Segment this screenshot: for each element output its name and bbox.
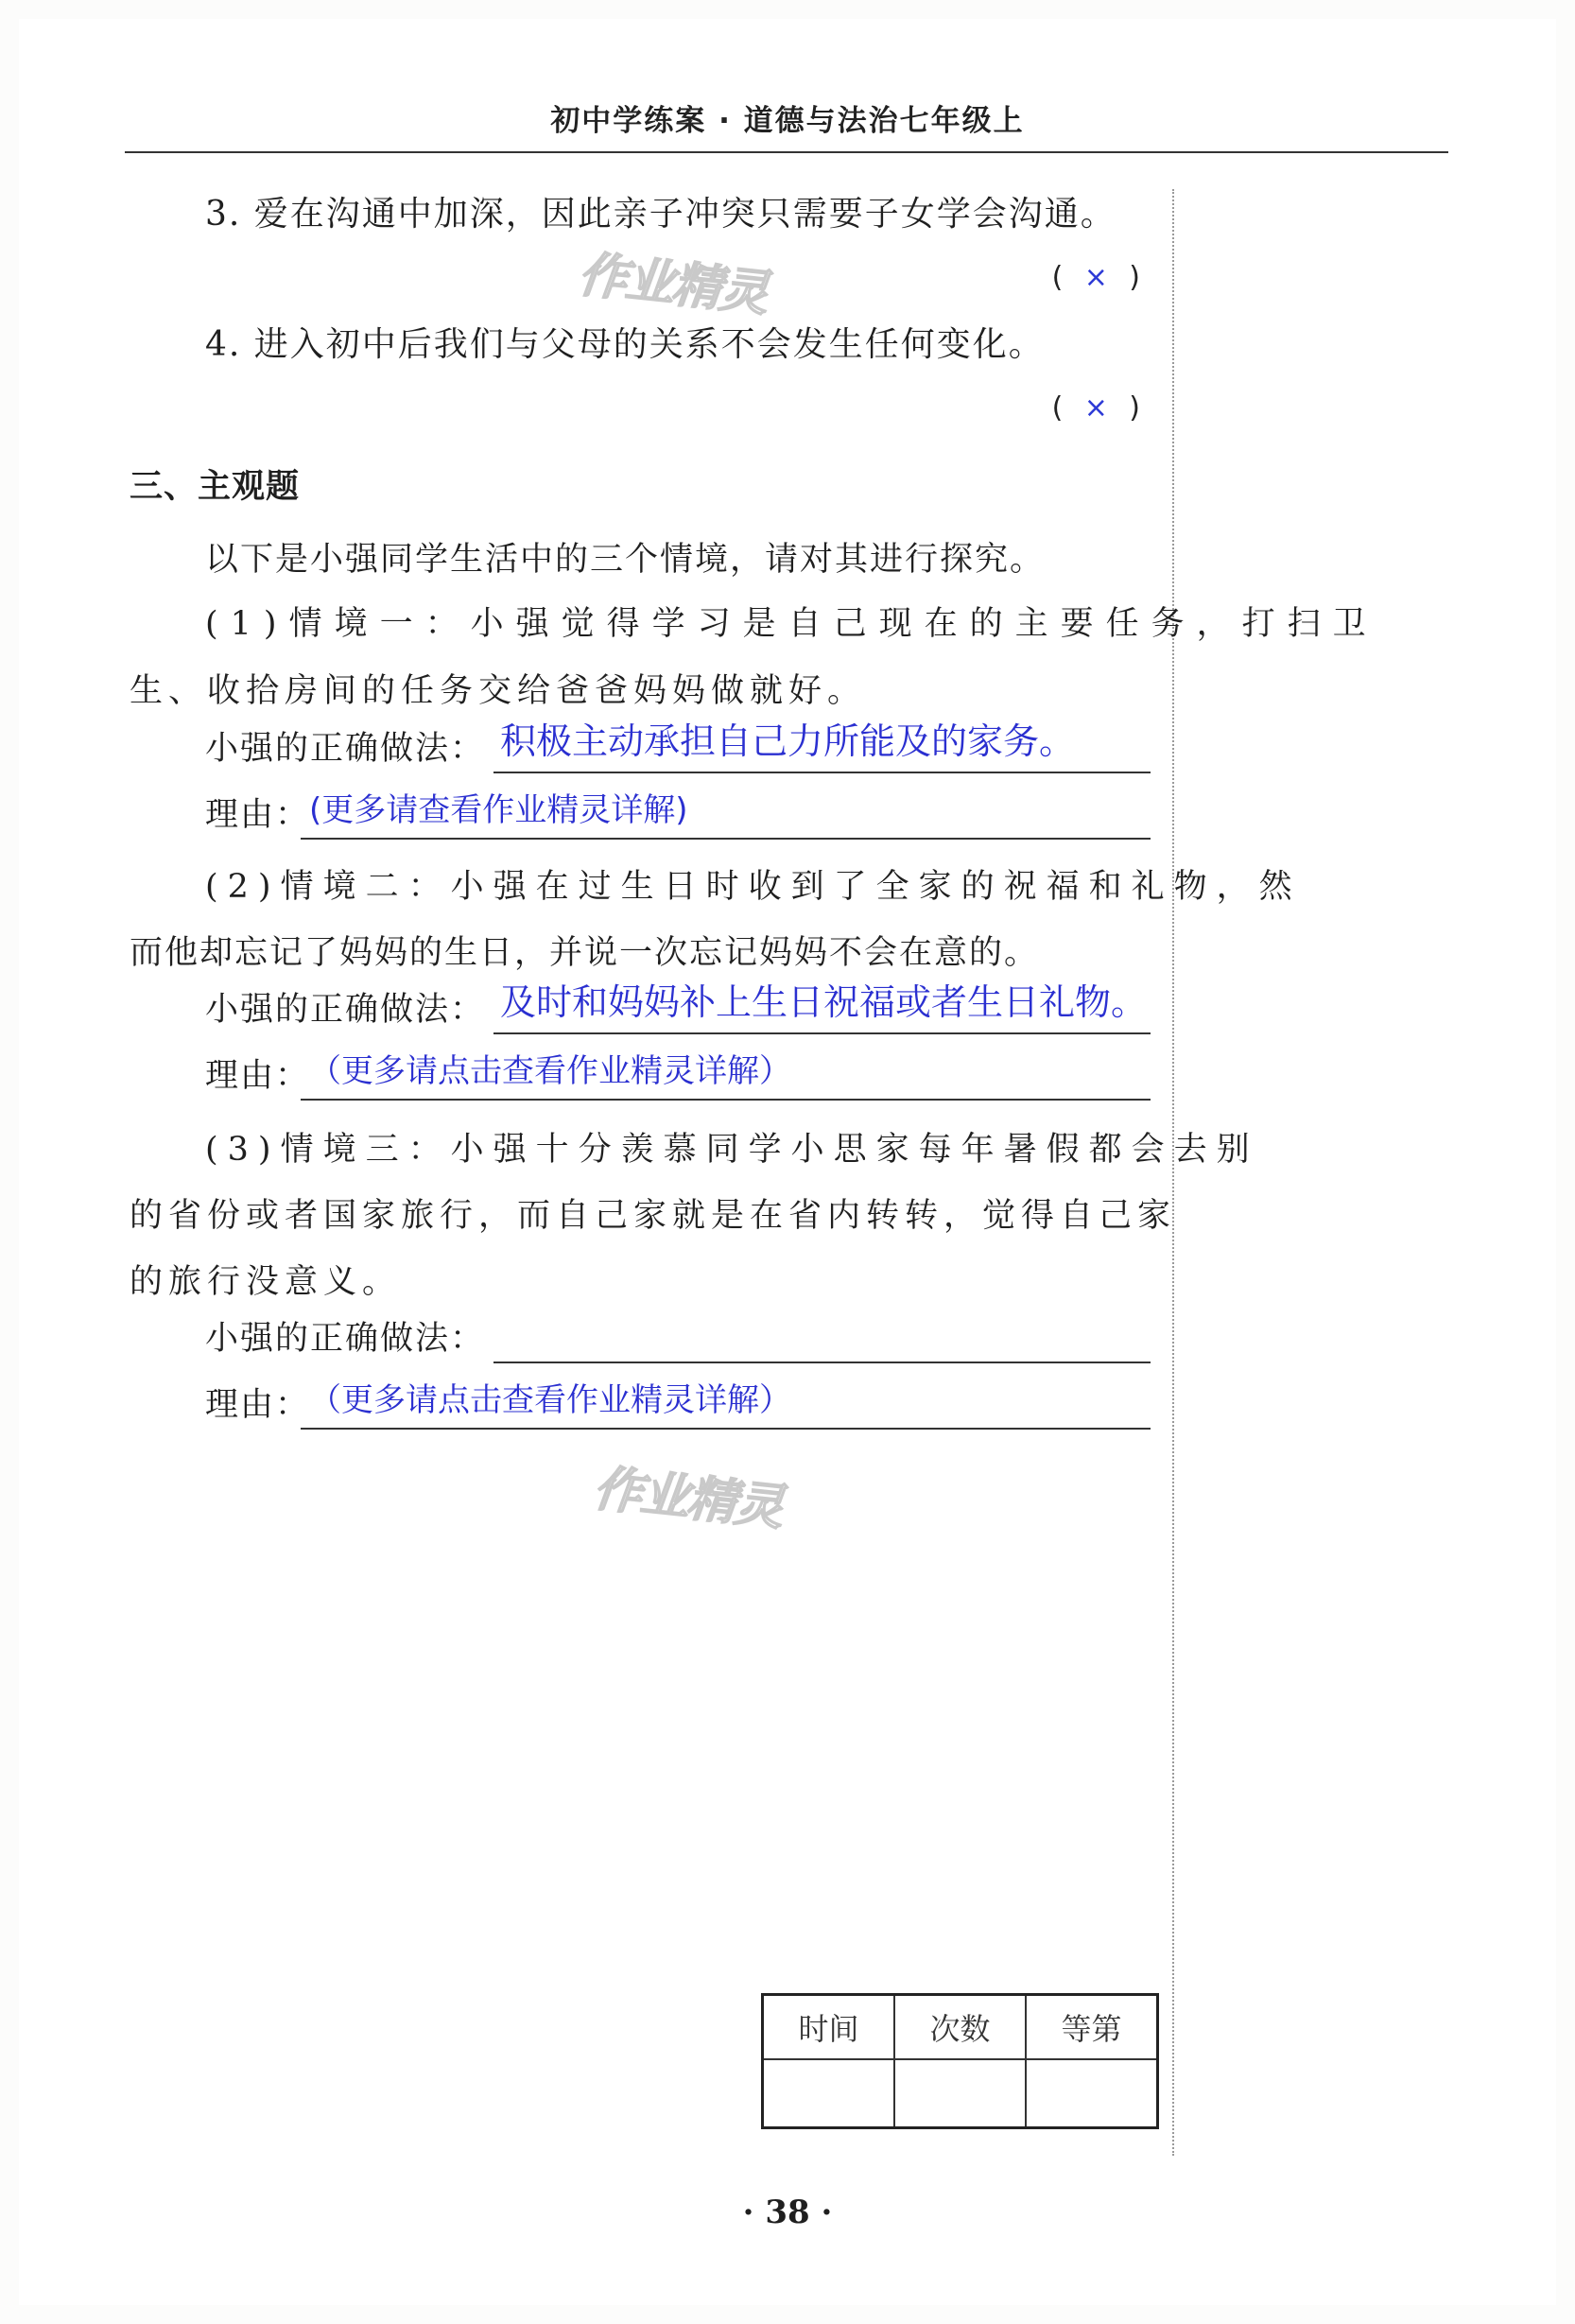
bracket-open: ( [1051, 261, 1064, 294]
judgment-mark-4 [1052, 391, 1140, 425]
situation-3-line-3: 的旅行没意义。 [130, 1263, 402, 1301]
table-header-grade: 等第 [1026, 1995, 1158, 2060]
section-intro: 以下是小强同学生活中的三个情境，请对其进行探究。 [205, 541, 1046, 579]
record-table [761, 1993, 1159, 2129]
situation-2-line-1: (2)情境二：小强在过生日时收到了全家的祝福和礼物，然 [205, 868, 1302, 906]
practice-answer: 积极主动承担自己力所能及的家务。 [500, 720, 1076, 762]
section-title: 三、主观题 [130, 468, 301, 506]
situation-3-line-2: 的省份或者国家旅行，而自己家就是在省内转转，觉得自己家 [130, 1197, 1177, 1235]
header-rule [125, 151, 1448, 153]
reason-answer: （更多请点击查看作业精灵详解） [309, 1052, 791, 1090]
answer-line [493, 1361, 1151, 1363]
table-header-time: 时间 [763, 1995, 895, 2060]
reason-label: 理由： [205, 1057, 311, 1095]
reason-answer: (更多请查看作业精灵详解) [309, 791, 688, 829]
reason-label: 理由： [205, 1386, 311, 1424]
judgment-item-3: 3. 爱在沟通中加深，因此亲子冲突只需要子女学会沟通。 [205, 195, 1116, 234]
judgment-mark-3 [1052, 261, 1140, 294]
watermark-logo: 作业精灵 [590, 1460, 786, 1537]
practice-label: 小强的正确做法： [205, 991, 486, 1029]
table-header-count: 次数 [894, 1995, 1026, 2060]
reason-label: 理由： [205, 796, 311, 834]
answer-line [301, 1428, 1151, 1430]
page-number: · 38 · [742, 2194, 833, 2231]
answer-line [301, 1099, 1151, 1101]
header-title: 初中学练案 · 道德与法治七年级上 [550, 104, 1025, 138]
table-row [763, 2059, 1158, 2128]
practice-label: 小强的正确做法： [205, 730, 486, 768]
answer-line [493, 1032, 1151, 1034]
situation-2-practice [205, 981, 1151, 1034]
situation-2-reason [205, 1051, 1151, 1101]
situation-1-practice [205, 720, 1151, 773]
cross-mark: × [1083, 391, 1108, 425]
bracket-close: ) [1129, 261, 1140, 294]
situation-2-line-2: 而他却忘记了妈妈的生日，并说一次忘记妈妈不会在意的。 [130, 934, 1040, 972]
situation-1-line-2: 生、收拾房间的任务交给爸爸妈妈做就好。 [130, 672, 867, 710]
answer-line [301, 838, 1151, 840]
judgment-item-4: 4. 进入初中后我们与父母的关系不会发生任何变化。 [205, 325, 1045, 364]
table-cell-grade [1026, 2059, 1158, 2128]
table-header-row [763, 1995, 1158, 2060]
situation-3-line-1: (3)情境三：小强十分羡慕同学小思家每年暑假都会去别 [205, 1131, 1259, 1169]
bracket-open: ( [1051, 391, 1064, 425]
table-cell-time [763, 2059, 895, 2128]
table-cell-count [894, 2059, 1026, 2128]
situation-3-reason [205, 1380, 1151, 1430]
practice-label: 小强的正确做法： [205, 1320, 486, 1358]
bracket-close: ) [1129, 391, 1140, 425]
watermark-logo: 作业精灵 [575, 246, 770, 323]
reason-answer: （更多请点击查看作业精灵详解） [309, 1381, 791, 1419]
practice-answer: 及时和妈妈补上生日祝福或者生日礼物。 [500, 981, 1148, 1023]
situation-1-reason [205, 790, 1151, 840]
situation-1-line-1: (1)情境一：小强觉得学习是自己现在的主要任务，打扫卫 [205, 605, 1378, 643]
margin-rule [1172, 189, 1174, 2156]
answer-line [493, 772, 1151, 773]
situation-3-practice [205, 1314, 1151, 1363]
cross-mark: × [1083, 261, 1108, 294]
